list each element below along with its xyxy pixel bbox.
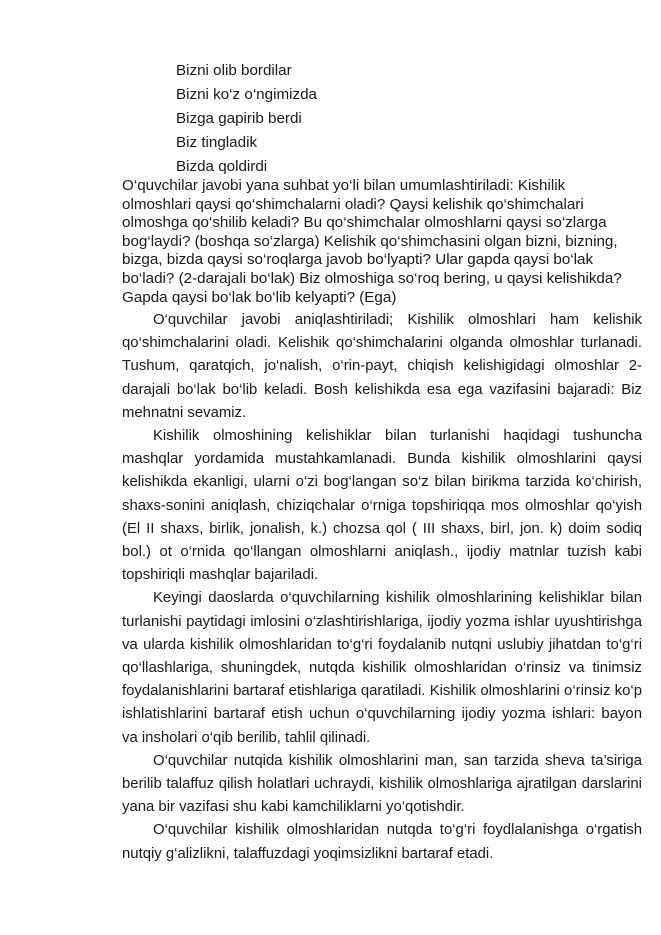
paragraph: O‘quvchilar nutqida kishilik olmoshlarini man, san tarzida sheva ta’siriga berilib talaffuz qilish holatlari uchraydi, kishilik olmoshlariga ajratilgan darslarini yana bir vazifasi shu kabi kamchiliklarni yo‘qotishdir.	[122, 752, 642, 816]
main-text	[122, 309, 642, 866]
example-list	[176, 59, 317, 179]
list-item: Bizda qoldirdi	[176, 158, 268, 176]
paragraph: O‘quvchilar kishilik olmoshlaridan nutqda to‘g‘ri foydlalanishga o‘rgatish nutqiy g‘alizlikni, talaffuzdagi yoqimsizlikni bartaraf etadi.	[122, 822, 642, 862]
paragraph: Kishilik olmoshining kelishiklar bilan turlanishi haqidagi tushuncha mashqlar yordamida mustahkamlanadi. Bunda kishilik olmoshlarini qaysi kelishikda ekanligi, ularni o‘zi bog‘langan so‘z bilan birikma tarzida ko‘chirish, shaxs-sonini aniqlash, chiziqchalar o‘rniga topshiriqqa mos olmoshlar qo‘yish (El II shaxs, birlik, jonalish, k.) chozsa qol ( III shaxs, birl, jon. k) doim sodiq bol.) ot o‘rnida qo‘llangan olmoshlarni aniqlash., ijodiy matnlar tuzish kabi topshiriqli mashqlar bajariladi.	[122, 428, 642, 584]
question-block: O‘quvchilar javobi yana suhbat yo‘li bilan umumlashtiriladi: Kishilik olmoshlari qaysi qo‘shimchalarni oladi? Qaysi kelishik qo‘shimchalari olmoshga qo‘shilib keladi? Bu qo‘shimchalar olmoshlarni qaysi so‘zlarga bog‘laydi? (boshqa so‘zlarga) Kelishik qo‘shimchasini olgan bizni, bizning, bizga, bizda qaysi so‘roqlarga javob bo‘lyapti? Ular gapda qaysi bo‘lak bo‘ladi? (2-darajali bo‘lak) Biz olmoshiga so‘roq bering, u qaysi kelishikda? Gapda qaysi bo‘lak bo‘lib kelyapti? (Ega)	[122, 177, 622, 306]
list-item: Bizga gapirib berdi	[176, 110, 302, 128]
paragraph: Keyingi daoslarda o‘quvchilarning kishilik olmoshlarining kelishiklar bilan turlanishi paytidagi imlosini o‘zlashtirishlariga, ijodiy yozma ishlar uyushtirishga va ularda kishilik olmoshlaridan to‘g‘ri foydalanib nutqni uslubiy jihatdan to‘g‘ri qo‘llashlariga, shuningdek, nutqda kishilik olmoshlaridan o‘rinsiz va tinimsiz foydalanishlarini bartaraf etishlariga qaratiladi. Kishilik olmoshlarini o‘rinsiz ko‘p ishlatishlarini bartaraf etish uchun o‘quvchilarning ijodiy yozma ishlari: bayon va insholari o‘qib berilib, tahlil qilinadi.	[122, 590, 642, 746]
list-item: Bizni ko‘z o‘ngimizda	[176, 86, 317, 104]
list-item: Bizni olib bordilar	[176, 62, 292, 79]
list-item: Biz tingladik	[176, 134, 258, 152]
paragraph: O‘quvchilar javobi aniqlashtiriladi; Kishilik olmoshlari ham kelishik qo‘shimchalarini oladi. Kelishik qo‘shimchalarini olganda olmoshlar turlanadi. Tushum, qaratqich, jo‘nalish, o‘rin-payt, chiqish kelishigidagi olmoshlar 2-darajali bo‘lak bo‘lib keladi. Bosh kelishikda esa ega vazifasini bajaradi: Biz mehnatni sevamiz.	[122, 312, 642, 421]
